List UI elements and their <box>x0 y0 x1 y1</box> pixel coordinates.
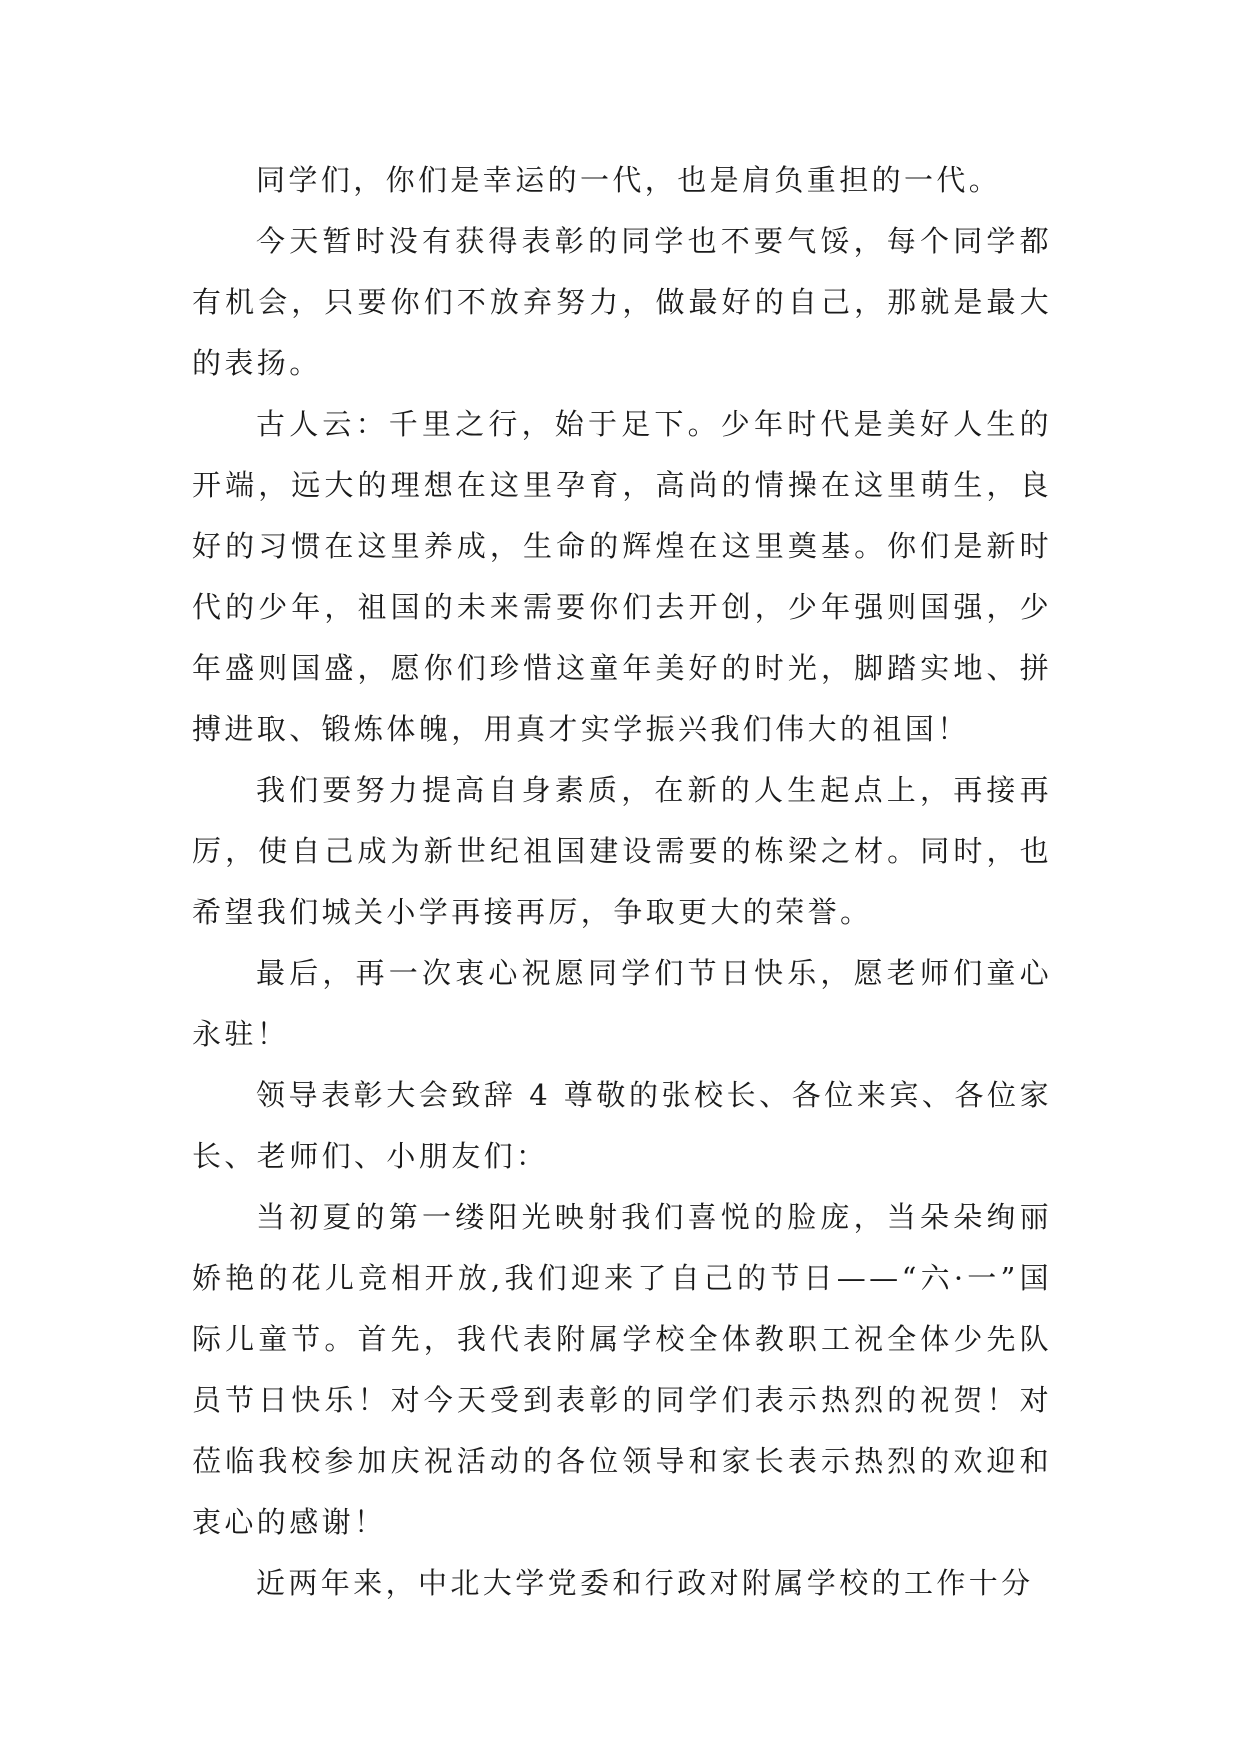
paragraph-1: 同学们，你们是幸运的一代，也是肩负重担的一代。 <box>256 163 1002 197</box>
paragraph-7: 当初夏的第一缕阳光映射我们喜悦的脸庞，当朵朵绚丽娇艳的花儿竞相开放,我们迎来了自己的节日——“六·一”国际儿童节。首先，我代表附属学校全体教职工祝全体少先队员节日快乐！对今天受到表彰的同学们表示热烈的祝贺！对莅临我校参加庆祝活动的各位领导和家长表示热烈的欢迎和衷心的感谢！ <box>192 1200 1052 1539</box>
paragraph-2: 今天暂时没有获得表彰的同学也不要气馁，每个同学都有机会，只要你们不放弃努力，做最好的自己，那就是最大的表扬。 <box>192 224 1052 380</box>
paragraph-3: 古人云：千里之行，始于足下。少年时代是美好人生的开端，远大的理想在这里孕育，高尚的情操在这里萌生，良好的习惯在这里养成，生命的辉煌在这里奠基。你们是新时代的少年，祖国的未来需要你们去开创，少年强则国强，少年盛则国盛，愿你们珍惜这童年美好的时光，脚踏实地、拼搏进取、锻炼体魄，用真才实学振兴我们伟大的祖国！ <box>192 407 1052 746</box>
document-body <box>192 150 1052 1614</box>
paragraph-5: 最后，再一次衷心祝愿同学们节日快乐，愿老师们童心永驻！ <box>192 956 1052 1051</box>
paragraph-4: 我们要努力提高自身素质，在新的人生起点上，再接再厉，使自己成为新世纪祖国建设需要的栋梁之材。同时，也希望我们城关小学再接再厉，争取更大的荣誉。 <box>192 773 1052 929</box>
paragraph-8: 近两年来，中北大学党委和行政对附属学校的工作十分 <box>256 1566 1034 1600</box>
paragraph-6: 领导表彰大会致辞 4 尊敬的张校长、各位来宾、各位家长、老师们、小朋友们： <box>192 1078 1052 1173</box>
